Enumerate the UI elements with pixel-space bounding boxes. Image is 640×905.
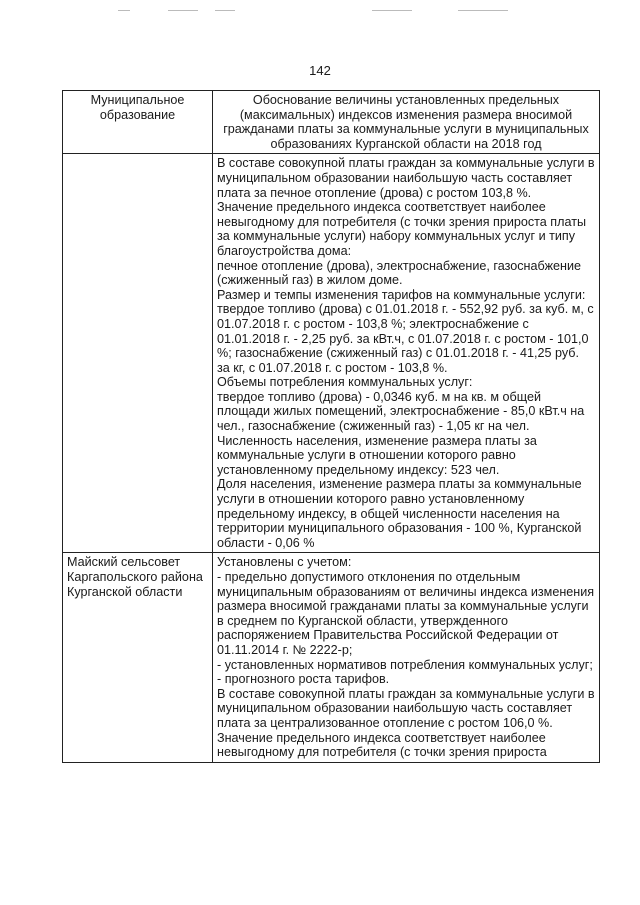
paragraph: печное отопление (дрова), электроснабжение, газоснабжение (сжиженный газ) в жилом доме. xyxy=(217,258,581,288)
scan-artifact xyxy=(215,10,235,11)
paragraph: - предельно допустимого отклонения по отдельным муниципальным образованиям от величины индекса изменения размера вносимой гражданами платы за коммунальные услуги в среднем по Курганской области, утвержденного распоряжением Правительства Российской Федерации от 01.11.2014 г. № 2222-р; xyxy=(217,570,595,657)
paragraph: Численность населения, изменение размера платы за коммунальные услуги в отношении которого равно установленному предельному индексу: 523 чел. xyxy=(217,433,537,477)
header-municipality: Муниципальное образование xyxy=(63,91,213,154)
justification-cell xyxy=(213,553,600,762)
table-header-row xyxy=(63,91,600,154)
justification-table xyxy=(62,90,600,763)
table-row xyxy=(63,553,600,762)
scan-artifact xyxy=(168,10,198,11)
paragraph: твердое топливо (дрова) - 0,0346 куб. м на кв. м общей площади жилых помещений, электроснабжение - 85,0 кВт.ч на чел., газоснабжение (сжиженный газ) - 1,05 кг на чел. xyxy=(217,389,585,434)
paragraph: Значение предельного индекса соответствует наиболее невыгодному для потребителя (с точки зрения прироста xyxy=(217,730,547,760)
paragraph: - установленных нормативов потребления коммунальных услуг; xyxy=(217,657,593,672)
municipality-cell xyxy=(63,154,213,553)
page-number: 142 xyxy=(309,63,331,78)
scan-artifact xyxy=(458,10,508,11)
paragraph: Значение предельного индекса соответствует наиболее невыгодному для потребителя (с точки зрения прироста платы за коммунальные услуги) набору коммунальных услуг и типу благоустройства дома: xyxy=(217,200,587,258)
scan-artifact xyxy=(372,10,412,11)
justification-cell xyxy=(213,154,600,553)
municipality-cell: Майский сельсовет Каргапольского района Курганской области xyxy=(63,553,213,762)
paragraph: Доля населения, изменение размера платы за коммунальные услуги в отношении которого равно установленному предельному индексу, в общей численности населения на территории муниципального образования - 100 %, Курганской области - 0,06 % xyxy=(217,477,582,550)
paragraph: Установлены с учетом: xyxy=(217,555,352,570)
paragraph: В составе совокупной платы граждан за коммунальные услуги в муниципальном образовании наибольшую часть составляет плата за печное отопление (дрова) с ростом 103,8 %. xyxy=(217,156,595,200)
scan-artifact xyxy=(118,10,130,11)
paragraph: Размер и темпы изменения тарифов на коммунальные услуги: xyxy=(217,287,586,302)
paragraph: - прогнозного роста тарифов. xyxy=(217,672,390,687)
table-row xyxy=(63,154,600,553)
paragraph: твердое топливо (дрова) с 01.01.2018 г. - 552,92 руб. за куб. м, с 01.07.2018 г. с ростом - 103,8 %; электроснабжение с 01.01.2018 г. - 2,25 руб. за кВт.ч, с 01.07.2018 г. с ростом - 101,0 %; газоснабжение (сжиженный газ) с 01.01.2018 г. - 41,25 руб. за кг, с 01.07.2018 г. с ростом - 103,8 %. xyxy=(217,302,594,375)
paragraph: В составе совокупной платы граждан за коммунальные услуги в муниципальном образовании наибольшую часть составляет плата за централизованное отопление с ростом 106,0 %. xyxy=(217,686,595,730)
header-justification: Обоснование величины установленных предельных (максимальных) индексов изменения размера вносимой гражданами платы за коммунальные услуги в муниципальных образованиях Курганской области на 2018 год xyxy=(213,91,600,154)
paragraph: Объемы потребления коммунальных услуг: xyxy=(217,375,473,390)
